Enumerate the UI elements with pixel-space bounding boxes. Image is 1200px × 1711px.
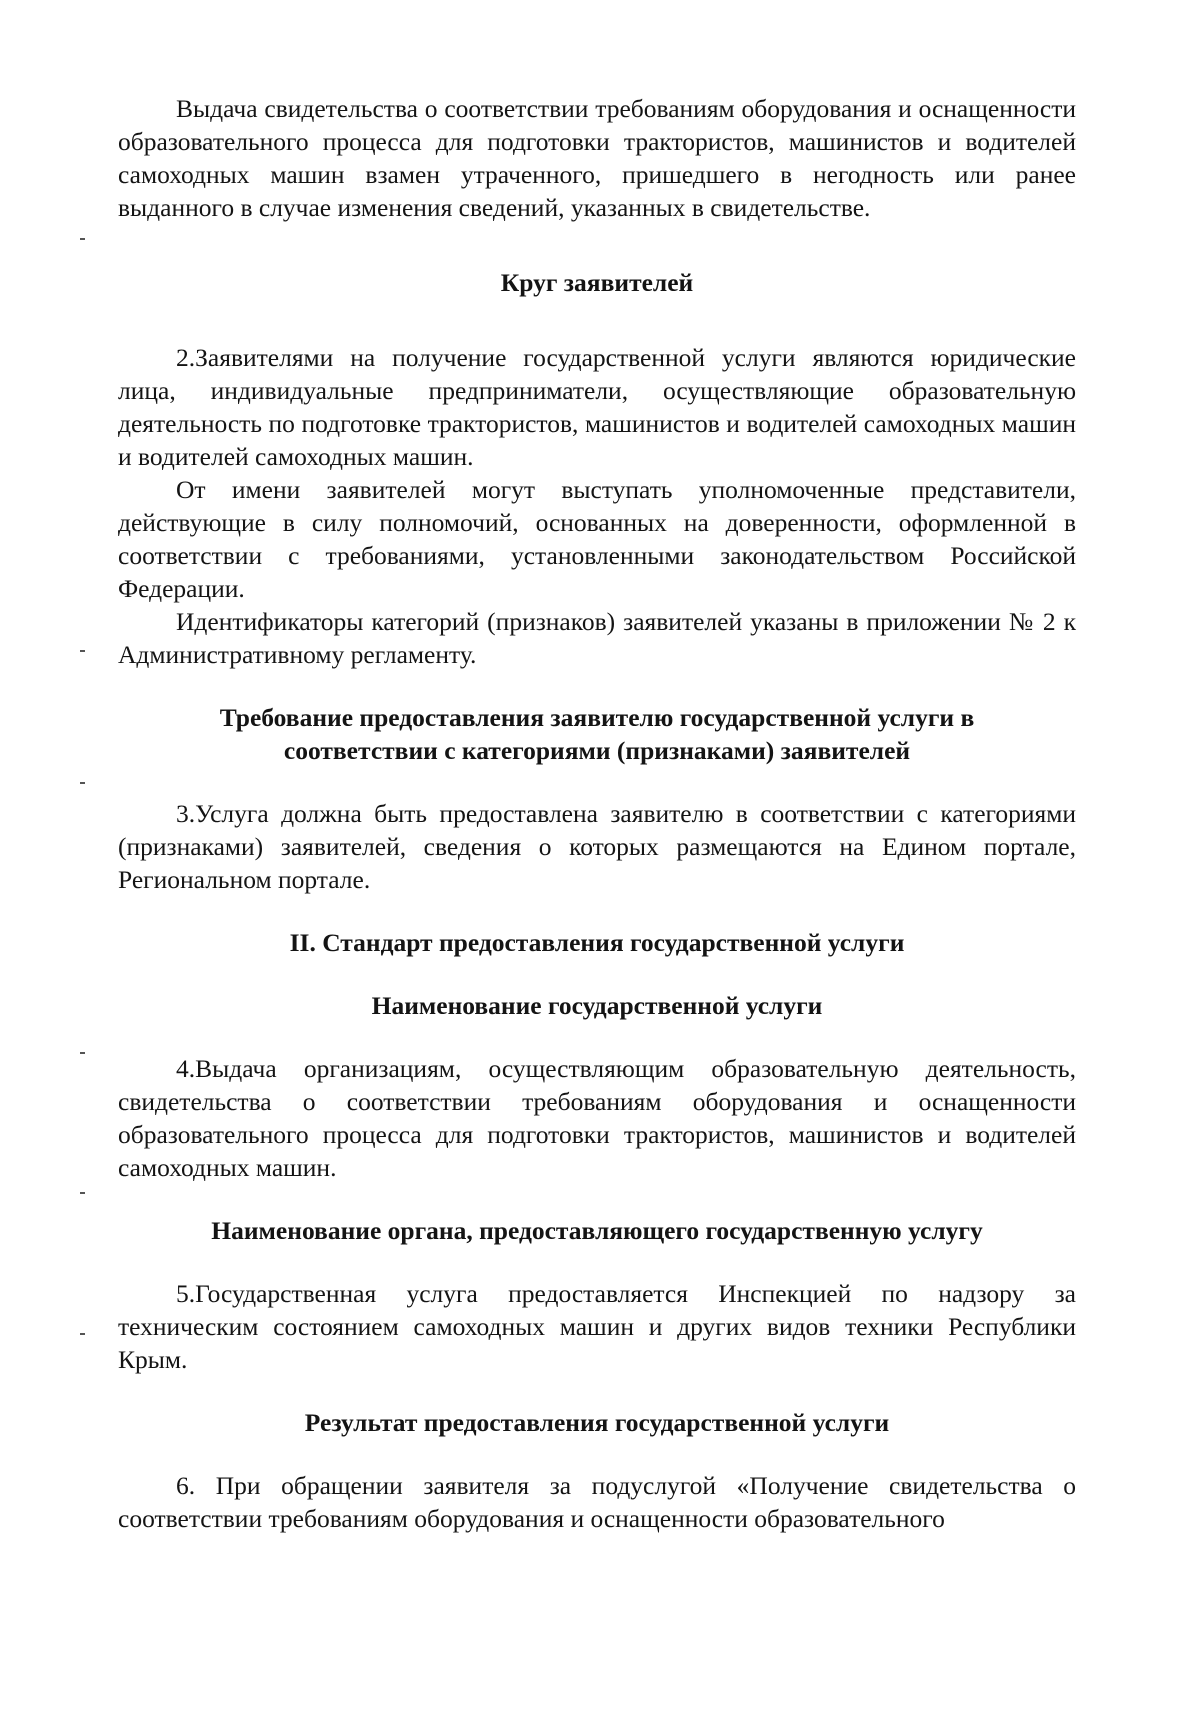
item-4-number: 4. (176, 1054, 196, 1083)
item-3-number: 3. (176, 799, 196, 828)
intro-paragraph: Выдача свидетельства о соответствии требованиям оборудования и оснащенности образовательного процесса для подготовки трактористов, машинистов и водителей самоходных машин взамен утраченного, пришедшего в негодность или ранее выданного в случае изменения сведений, указанных в свидетельстве. (118, 94, 1076, 222)
item-2-text: Заявителями на получение государственной услуги являются юридические лица, индивидуальные предприниматели, осуществляющие образовательную деятельность по подготовке трактористов, машинистов и водителей самоходных машин и водителей самоходных машин. (118, 343, 1076, 471)
margin-mark (80, 650, 85, 652)
item-4-text: Выдача организациям, осуществляющим образовательную деятельность, свидетельства о соответствии требованиям оборудования и оснащенности образовательного процесса для подготовки трактористов, машинистов и водителей самоходных машин. (118, 1054, 1076, 1182)
margin-mark (80, 1052, 85, 1054)
heading-standard: II. Стандарт предоставления государственной услуги (289, 928, 905, 957)
item-5-text: Государственная услуга предоставляется Инспекцией по надзору за техническим состоянием самоходных машин и других видов техники Республики Крым. (118, 1279, 1076, 1374)
document-body (118, 92, 1076, 1535)
paragraph-identifiers: Идентификаторы категорий (признаков) заявителей указаны в приложении № 2 к Административному регламенту. (118, 607, 1076, 669)
item-3 (118, 797, 1076, 896)
margin-mark (80, 1192, 85, 1194)
item-5-number: 5. (176, 1279, 196, 1308)
paragraph-representatives: От имени заявителей могут выступать уполномоченные представители, действующие в силу полномочий, основанных на доверенности, оформленной в соответствии с требованиями, установленными законодательством Российской Федерации. (118, 475, 1076, 603)
heading-applicants: Круг заявителей (500, 268, 694, 297)
item-4 (118, 1052, 1076, 1184)
heading-requirement (118, 701, 1076, 767)
heading-authority: Наименование органа, предоставляющего государственную услугу (211, 1216, 983, 1245)
heading-requirement-line2: соответствии с категориями (признаками) заявителей (283, 736, 911, 765)
item-2 (118, 341, 1076, 473)
item-3-text: Услуга должна быть предоставлена заявителю в соответствии с категориями (признаками) заявителей, сведения о которых размещаются на Едином портале, Региональном портале. (118, 799, 1076, 894)
heading-service-name: Наименование государственной услуги (371, 991, 823, 1020)
heading-requirement-line1: Требование предоставления заявителю государственной услуги в (219, 703, 975, 732)
item-5 (118, 1277, 1076, 1376)
item-6: 6. При обращении заявителя за подуслугой «Получение свидетельства о соответствии требованиям оборудования и оснащенности образовательного (118, 1471, 1076, 1533)
margin-mark (80, 782, 85, 784)
margin-mark (80, 238, 85, 240)
item-2-number: 2. (176, 343, 196, 372)
heading-result: Результат предоставления государственной услуги (304, 1408, 890, 1437)
margin-mark (80, 1333, 85, 1335)
